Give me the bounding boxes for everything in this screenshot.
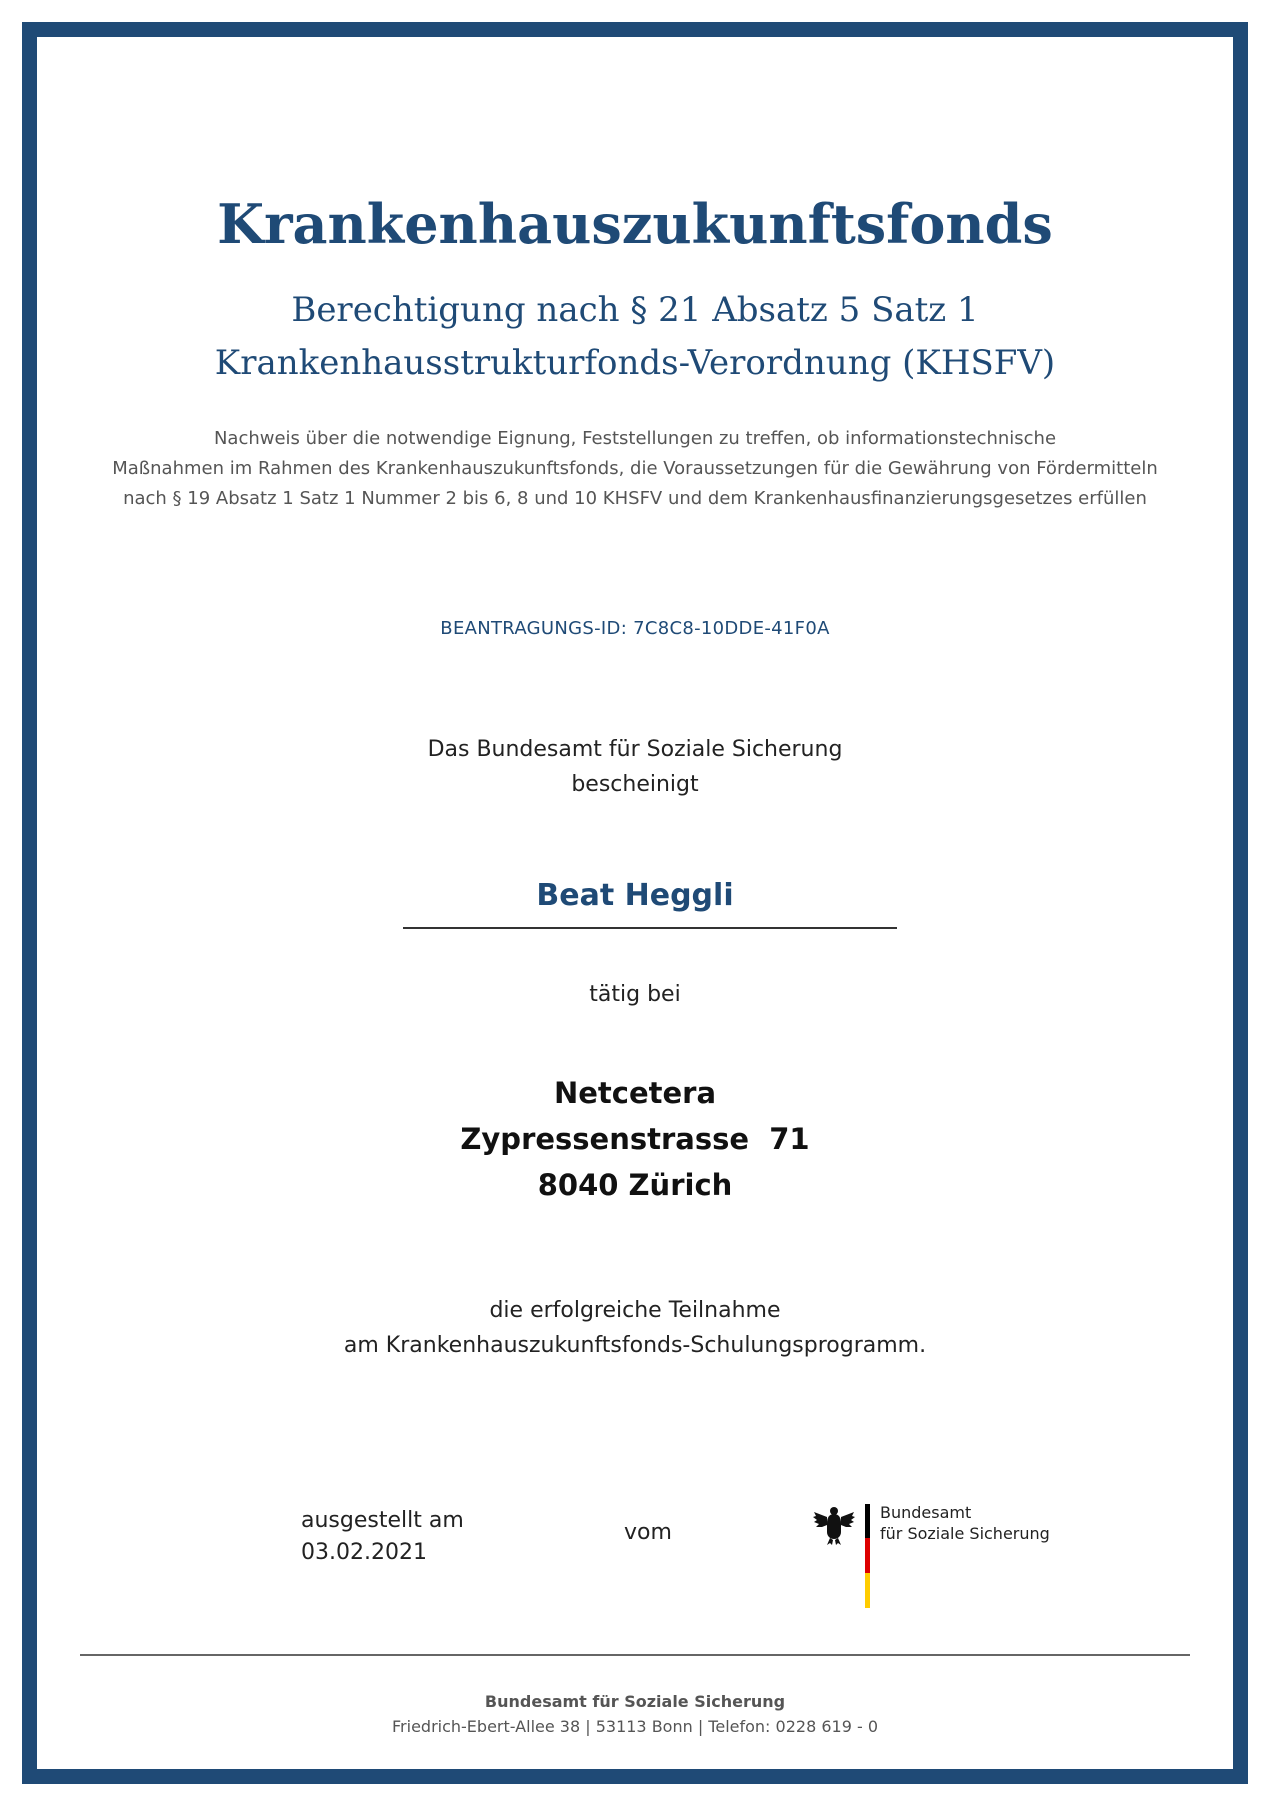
description-line-2: Maßnahmen im Rahmen des Krankenhauszukunftsfonds, die Voraussetzungen für die Gewährung von Fördermitteln	[112, 458, 1158, 479]
footer-org: Bundesamt für Soziale Sicherung	[484, 1692, 786, 1711]
flag-stripe	[865, 1504, 870, 1608]
footer-address: Friedrich-Ebert-Allee 38 | 53113 Bonn | Telefon: 0228 619 - 0	[392, 1717, 878, 1736]
issued-date: 03.02.2021	[301, 1540, 427, 1565]
certificate-title: Krankenhauszukunftsfonds	[217, 192, 1053, 256]
flag-red	[865, 1538, 870, 1573]
description-line-3: nach § 19 Absatz 1 Satz 1 Nummer 2 bis 6, 8 und 10 KHSFV und dem Krankenhausfinanzierungsgesetzes erfüllen	[123, 488, 1147, 509]
description-line-1: Nachweis über die notwendige Eignung, Feststellungen zu treffen, ob informationstechnische	[213, 428, 1057, 449]
logo-text-line-1: Bundesamt	[880, 1503, 972, 1522]
recipient-name: Beat Heggli	[536, 878, 734, 913]
works-at-label: tätig bei	[589, 982, 681, 1007]
issued-label: ausgestellt am	[301, 1508, 464, 1533]
certifier-line: Das Bundesamt für Soziale Sicherung	[427, 737, 843, 762]
flag-gold	[865, 1573, 870, 1608]
participation-line-1: die erfolgreiche Teilnahme	[489, 1298, 781, 1323]
subtitle-line-1: Berechtigung nach § 21 Absatz 5 Satz 1	[291, 290, 979, 330]
participation-line-2: am Krankenhauszukunftsfonds-Schulungsprogramm.	[343, 1333, 927, 1358]
certifies-word: bescheinigt	[571, 772, 699, 797]
logo-text-line-2: für Soziale Sicherung	[880, 1524, 1050, 1543]
name-underline	[403, 927, 897, 929]
subtitle-line-2: Krankenhausstrukturfonds-Verordnung (KHSFV)	[214, 343, 1056, 383]
federal-eagle-icon	[812, 1502, 856, 1546]
organization-street: Zypressenstrasse 71	[460, 1122, 810, 1156]
organization-city: 8040 Zürich	[537, 1168, 733, 1202]
flag-black	[865, 1504, 870, 1538]
organization-name: Netcetera	[553, 1076, 717, 1110]
from-label: vom	[624, 1520, 672, 1545]
application-id: BEANTRAGUNGS-ID: 7C8C8-10DDE-41F0A	[440, 618, 830, 639]
footer-divider	[80, 1654, 1190, 1656]
